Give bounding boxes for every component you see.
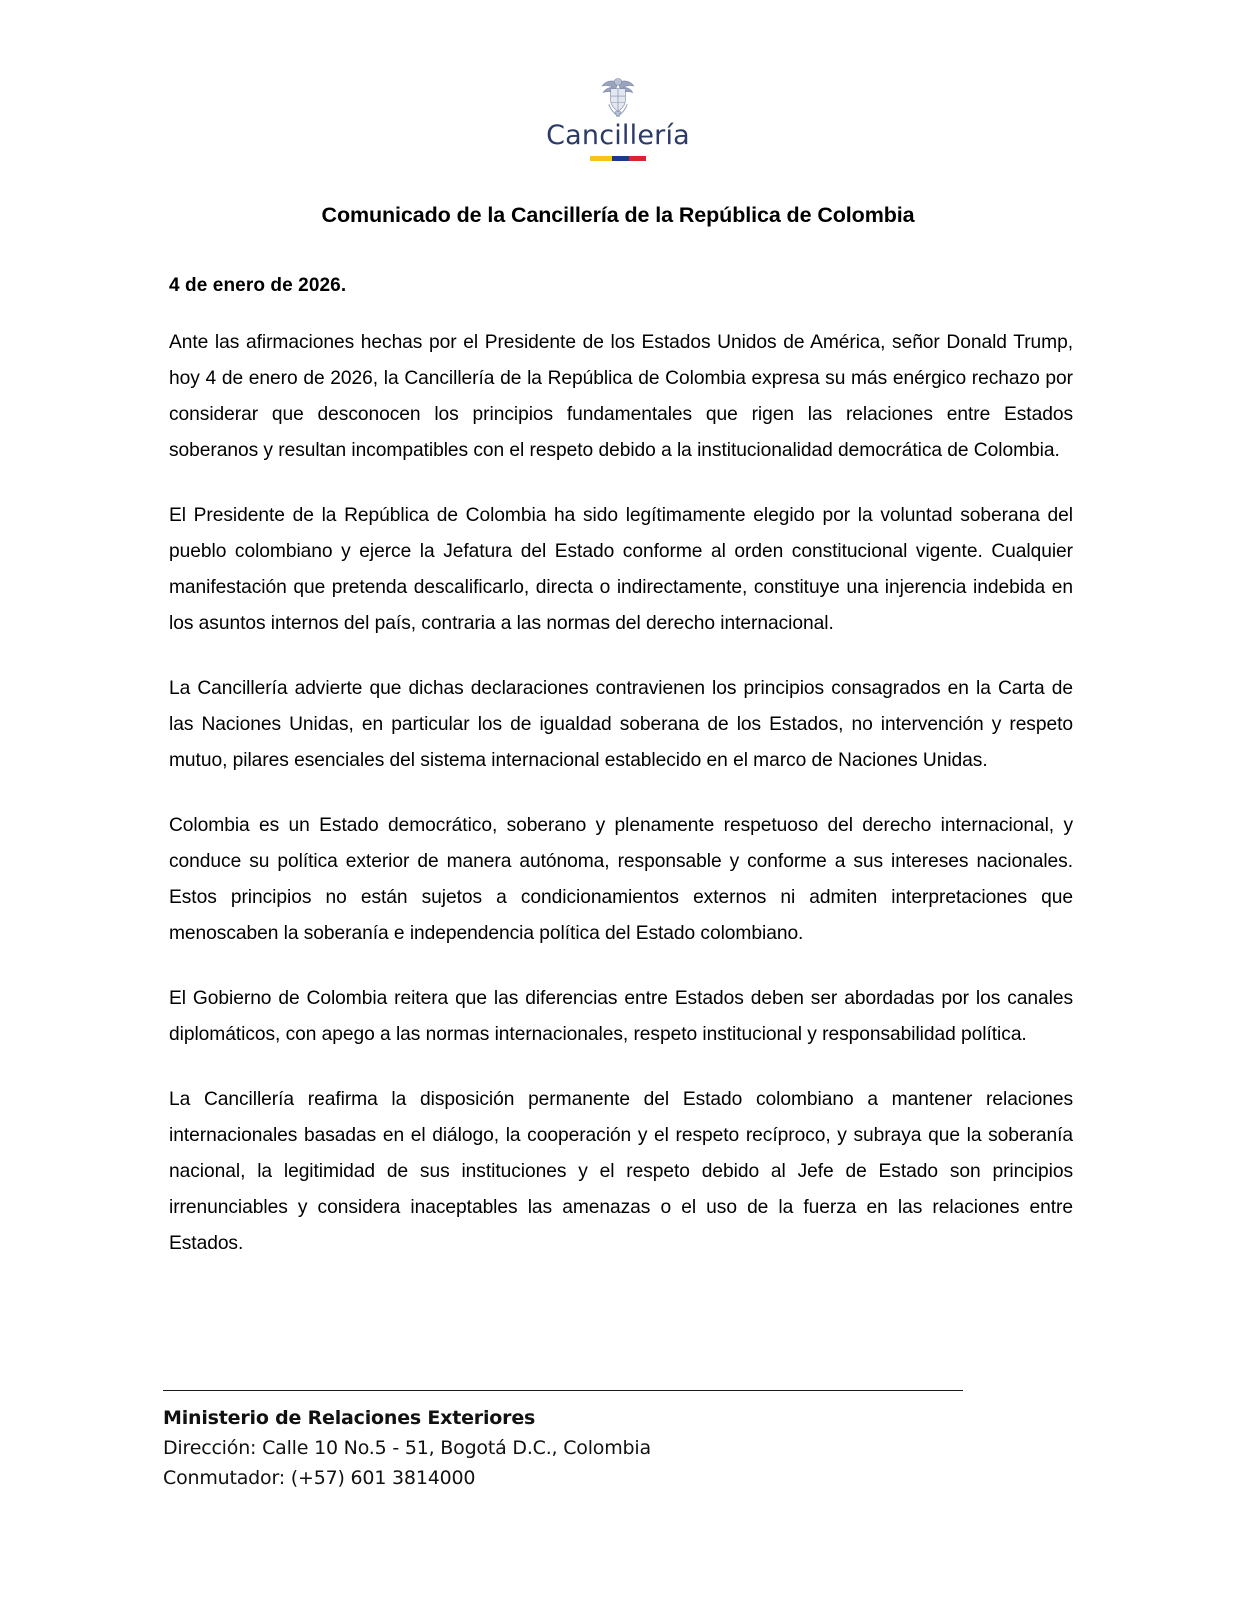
footer-phone: Conmutador: (+57) 601 3814000	[163, 1467, 476, 1489]
paragraph: El Gobierno de Colombia reitera que las diferencias entre Estados deben ser abordadas por los canales diplomáticos, con apego a las normas internacionales, respeto institucional y responsabilidad política.	[169, 988, 1073, 1045]
footer-divider	[163, 1390, 963, 1391]
document-content	[163, 203, 1073, 1262]
paragraph: Ante las afirmaciones hechas por el Presidente de los Estados Unidos de América, señor Donald Trump, hoy 4 de enero de 2026, la Cancillería de la República de Colombia expresa su más enérgico rechazo por considerar que desconocen los principios fundamentales que rigen las relaciones entre Estados soberanos y resultan incompatibles con el respeto debido a la institucionalidad democrática de Colombia.	[169, 332, 1073, 461]
flag-stripe-red	[629, 156, 646, 161]
colombia-coat-of-arms-icon	[595, 74, 641, 120]
document-date: 4 de enero de 2026.	[169, 275, 347, 296]
paragraph: Colombia es un Estado democrático, soberano y plenamente respetuoso del derecho internacional, y conduce su política exterior de manera autónoma, responsable y conforme a sus intereses nacionales. Estos principios no están sujetos a condicionamientos externos ni admiten interpretaciones que menoscaben la soberanía e independencia política del Estado colombiano.	[169, 815, 1073, 944]
statement-body	[163, 325, 1073, 1262]
flag-stripe-blue	[612, 156, 629, 161]
footer-organization: Ministerio de Relaciones Exteriores	[163, 1407, 536, 1429]
paragraph: La Cancillería advierte que dichas declaraciones contravienen los principios consagrados en la Carta de las Naciones Unidas, en particular los de igualdad soberana de los Estados, no intervención y respeto mutuo, pilares esenciales del sistema internacional establecido en el marco de Naciones Unidas.	[169, 678, 1073, 771]
brand-wordmark: Cancillería	[546, 120, 690, 151]
paragraph: La Cancillería reafirma la disposición permanente del Estado colombiano a mantener relaciones internacionales basadas en el diálogo, la cooperación y el respeto recíproco, y subraya que la soberanía nacional, la legitimidad de sus instituciones y el respeto debido al Jefe de Estado son principios irrenunciables y considera inaceptables las amenazas o el uso de la fuerza en las relaciones entre Estados.	[169, 1089, 1073, 1254]
colombia-flag-bar	[590, 156, 646, 161]
footer-address: Dirección: Calle 10 No.5 - 51, Bogotá D.C., Colombia	[163, 1437, 651, 1459]
document-footer	[163, 1390, 963, 1493]
page-title: Comunicado de la Cancillería de la República de Colombia	[321, 203, 915, 227]
masthead	[0, 0, 1236, 161]
flag-stripe-yellow	[590, 156, 612, 161]
paragraph: El Presidente de la República de Colombia ha sido legítimamente elegido por la voluntad soberana del pueblo colombiano y ejerce la Jefatura del Estado conforme al orden constitucional vigente. Cualquier manifestación que pretenda descalificarlo, directa o indirectamente, constituye una injerencia indebida en los asuntos internos del país, contraria a las normas del derecho internacional.	[169, 505, 1073, 634]
